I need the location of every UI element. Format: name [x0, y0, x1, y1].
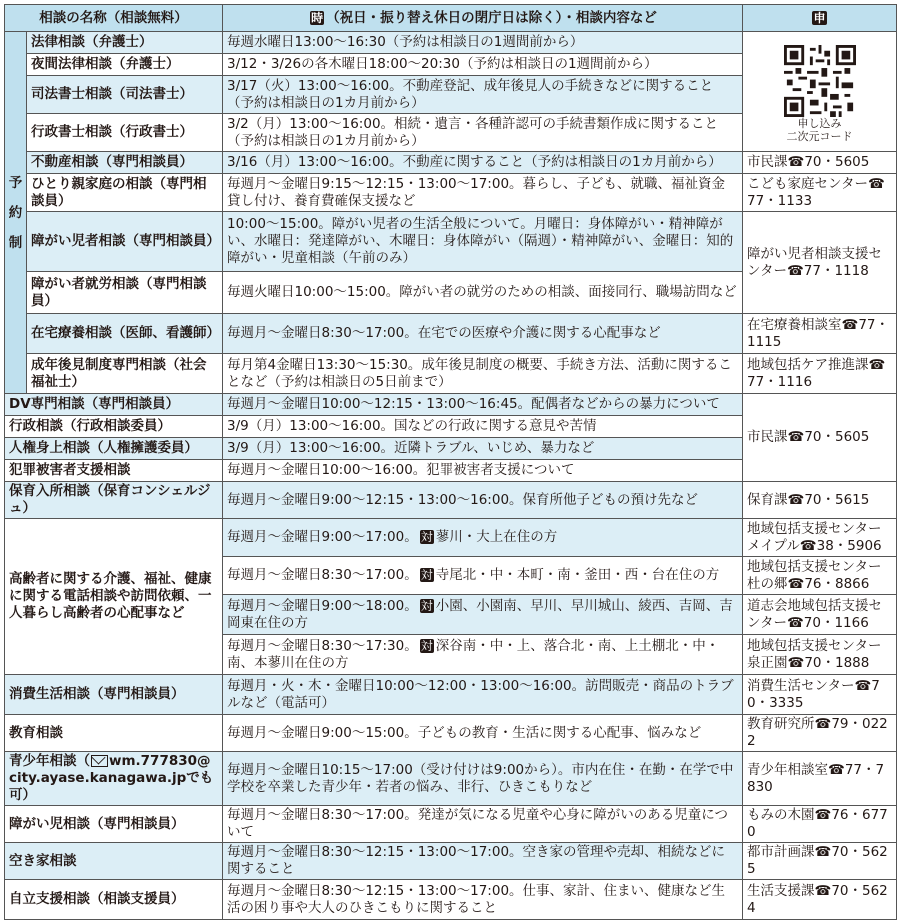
row-contact: 青少年相談室☎77・7830: [743, 752, 897, 806]
row-detail: 10:00～15:00。障がい児者の生活全般について。月曜日：身体障がい・精神障がい、水曜日：発達障がい、木曜日：身体障がい（隔週）・精神障がい、金曜日：知的障がい・児童相談（午前のみ）: [223, 212, 743, 272]
table-row: [5, 174, 897, 212]
row-name: 空き家相談: [5, 843, 223, 880]
row-detail: 毎週火曜日10:00～15:00。障がい者の就労のための相談、面接同行、職場訪問など: [223, 272, 743, 314]
row-contact: 障がい児者相談支援センター☎77・1118: [743, 212, 897, 314]
row-detail: 3/9（月）13:00～16:00。国などの行政に関する意見や苦情: [223, 416, 743, 438]
target-icon: 対: [420, 568, 433, 582]
table-row: [5, 212, 897, 272]
row-detail: 毎週月～金曜日9:00～18:00。 対 小園、小園南、早川、早川城山、綾西、吉岡、吉岡東在住の方: [223, 595, 743, 635]
header-apply: [743, 5, 897, 32]
row-name: ひとり親家庭の相談（専門相談員）: [27, 174, 223, 212]
row-detail: 毎週月～金曜日8:30～12:15・13:00～17:00。仕事、家計、住まい、健康など生活の困り事や大人のひきこもりに関すること: [223, 880, 743, 920]
row-name: 自立支援相談（相談支援員）: [5, 880, 223, 920]
table-row: [5, 715, 897, 752]
row-contact: 地域包括支援センターメイプル☎38・5906: [743, 519, 897, 557]
row-detail: 3/2（月）13:00～16:00。相続・遺言・各種許認可の手続書類作成に関すること（予約は相談日の1カ月前から）: [223, 114, 743, 152]
row-contact: 道志会地域包括支援センター☎70・1166: [743, 595, 897, 635]
row-detail: 毎週水曜日13:00～16:30（予約は相談日の1週間前から）: [223, 32, 743, 54]
table-row: [5, 806, 897, 843]
row-detail: 3/9（月）13:00～16:00。近隣トラブル、いじめ、暴力など: [223, 438, 743, 460]
row-detail: 毎週月～金曜日10:00～12:15・13:00～16:45。配偶者などからの暴力について: [223, 394, 743, 416]
qr-caption: 申し込み 二次元コード: [786, 116, 853, 143]
row-name: 夜間法律相談（弁護士）: [27, 54, 223, 76]
table-row: [5, 519, 897, 557]
table-row: [5, 354, 897, 394]
row-contact: 教育研究所☎79・0222: [743, 715, 897, 752]
row-name: 司法書士相談（司法書士）: [27, 76, 223, 114]
table-row: [5, 314, 897, 354]
row-name: 保育入所相談（保育コンシェルジュ）: [5, 482, 223, 519]
row-detail: 毎週月～金曜日8:30～12:15・13:00～17:00。空き家の管理や売却、相続などに関すること: [223, 843, 743, 880]
category-yoyaku: 予 約 制: [5, 32, 27, 394]
row-name: 高齢者に関する介護、福祉、健康に関する電話相談や訪問依頼、一人暮らし高齢者の心配事など: [5, 519, 223, 675]
header-name: 相談の名称（相談無料）: [5, 5, 223, 32]
row-name: 行政書士相談（行政書士）: [27, 114, 223, 152]
row-detail: 毎週月～金曜日9:00～15:00。子どもの教育・生活に関する心配事、悩みなど: [223, 715, 743, 752]
row-contact: 地域包括支援センター泉正園☎70・1888: [743, 635, 897, 675]
row-contact: 保育課☎70・5615: [743, 482, 897, 519]
row-detail: 毎月第4金曜日13:30～15:30。成年後見制度の概要、手続き方法、活動に関することなど（予約は相談日の5日前まで）: [223, 354, 743, 394]
target-icon: 対: [420, 638, 433, 653]
time-icon: 時: [311, 10, 324, 25]
row-name: DV専門相談（専門相談員）: [5, 394, 223, 416]
table-row: [5, 880, 897, 920]
row-name: 在宅療養相談（医師、看護師）: [27, 314, 223, 354]
table-row: [5, 482, 897, 519]
row-detail: 毎週月～金曜日8:30～17:00。在宅での医療や介護に関する心配事など: [223, 314, 743, 354]
row-contact: 消費生活センター☎70・3335: [743, 675, 897, 715]
row-name: 不動産相談（専門相談員）: [27, 152, 223, 174]
row-detail: 毎週月～金曜日10:00～16:00。犯罪被害者支援について: [223, 460, 743, 482]
mail-icon: [91, 755, 108, 767]
row-name: 犯罪被害者支援相談: [5, 460, 223, 482]
row-detail: 毎週月・火・木・金曜日10:00～12:00・13:00～16:00。訪問販売・商品のトラブルなど（電話可）: [223, 675, 743, 715]
row-name: 障がい者就労相談（専門相談員）: [27, 272, 223, 314]
row-name: 教育相談: [5, 715, 223, 752]
table-row: [5, 152, 897, 174]
row-name: 障がい児相談（専門相談員）: [5, 806, 223, 843]
table-header: [5, 5, 897, 32]
row-name: 青少年相談（ wm.777830@city.ayase.kanagawa.jpでも可）: [5, 752, 223, 806]
table-row: [5, 394, 897, 416]
qr-code-icon[interactable]: [784, 45, 856, 117]
header-time: 時 （祝日・振り替え休日の閉庁日は除く）・相談内容など: [223, 5, 743, 32]
qr-cell[interactable]: [743, 32, 897, 152]
table-row: [5, 32, 897, 54]
row-contact: 在宅療養相談室☎77・1115: [743, 314, 897, 354]
row-contact: 生活支援課☎70・5624: [743, 880, 897, 920]
row-detail: 毎週月～金曜日9:00～17:00。 対 蓼川・大上在住の方: [223, 519, 743, 557]
table-row: [5, 675, 897, 715]
row-detail: 毎週月～金曜日9:00～12:15・13:00～16:00。保育所他子どもの預け先など: [223, 482, 743, 519]
row-name: 人権身上相談（人権擁護委員）: [5, 438, 223, 460]
table-row: [5, 843, 897, 880]
row-detail: 毎週月～金曜日8:30～17:30。 対 深谷南・中・上、落合北・南、上土棚北・中・南、本蓼川在住の方: [223, 635, 743, 675]
row-name: 障がい児者相談（専門相談員）: [27, 212, 223, 272]
row-detail: 3/17（火）13:00～16:00。不動産登記、成年後見人の手続きなどに関すること（予約は相談日の1カ月前から）: [223, 76, 743, 114]
row-name: 消費生活相談（専門相談員）: [5, 675, 223, 715]
row-detail: 3/16（月）13:00～16:00。不動産に関すること（予約は相談日の1カ月前から）: [223, 152, 743, 174]
row-name: 成年後見制度専門相談（社会福祉士）: [27, 354, 223, 394]
target-icon: 対: [420, 530, 433, 544]
row-contact: 地域包括ケア推進課☎77・1116: [743, 354, 897, 394]
row-detail: 毎週月～金曜日9:15～12:15・13:00～17:00。暮らし、子ども、就職、福祉資金貸し付け、養育費確保支援など: [223, 174, 743, 212]
row-contact: こども家庭センター☎77・1133: [743, 174, 897, 212]
apply-icon: 申: [813, 10, 826, 25]
row-detail: 毎週月～金曜日10:15～17:00（受け付けは9:00から）。市内在住・在勤・在学で中学校を卒業した青少年・若者の悩み、非行、ひきこもりなど: [223, 752, 743, 806]
consultation-table: [4, 4, 897, 920]
row-contact: 都市計画課☎70・5625: [743, 843, 897, 880]
row-contact: 市民課☎70・5605: [743, 394, 897, 482]
table-row: [5, 752, 897, 806]
row-contact: 市民課☎70・5605: [743, 152, 897, 174]
row-name: 行政相談（行政相談委員）: [5, 416, 223, 438]
row-detail: 毎週月～金曜日8:30～17:00。発達が気になる児童や心身に障がいのある児童について: [223, 806, 743, 843]
row-contact: もみの木園☎76・6770: [743, 806, 897, 843]
row-contact: 地域包括支援センター杜の郷☎76・8866: [743, 557, 897, 595]
target-icon: 対: [420, 598, 433, 613]
row-detail: 3/12・3/26の各木曜日18:00～20:30（予約は相談日の1週間前から）: [223, 54, 743, 76]
row-detail: 毎週月～金曜日8:30～17:00。 対 寺尾北・中・本町・南・釜田・西・台在住の方: [223, 557, 743, 595]
row-name: 法律相談（弁護士）: [27, 32, 223, 54]
